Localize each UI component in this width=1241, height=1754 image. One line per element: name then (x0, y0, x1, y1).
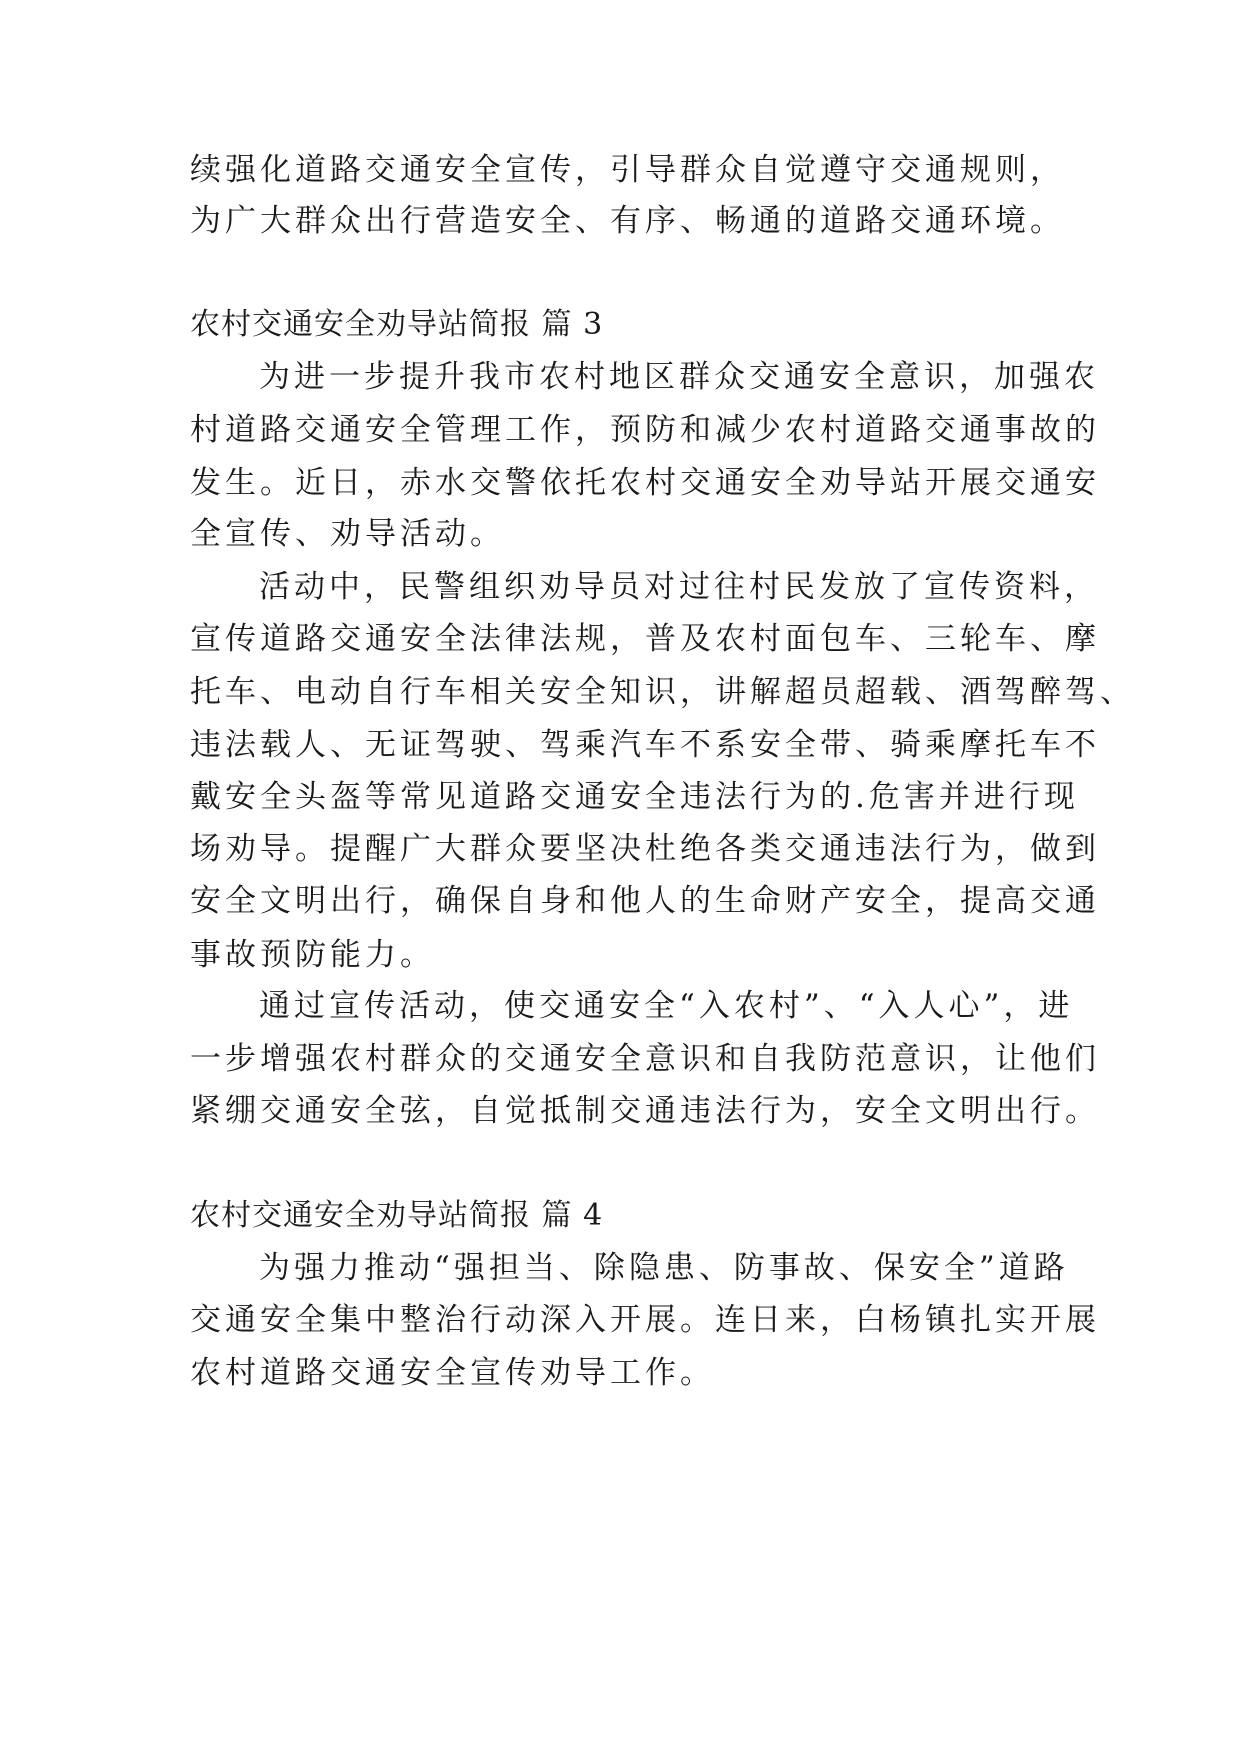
paragraph-line: 托车、电动自行车相关安全知识，讲解超员超载、酒驾醉驾、 (190, 674, 1135, 710)
paragraph-line: 事故预防能力。 (190, 937, 435, 973)
paragraph-line: 续强化道路交通安全宣传，引导群众自觉遵守交通规则， (190, 152, 1065, 188)
paragraph-line: 为进一步提升我市农村地区群众交通安全意识，加强农 (259, 359, 1099, 395)
paragraph-line: 通过宣传活动，使交通安全“入农村”、“入人心”，进 (259, 988, 1074, 1024)
paragraph-line: 活动中，民警组织劝导员对过往村民发放了宣传资料， (259, 569, 1099, 605)
paragraph-line: 一步增强农村群众的交通安全意识和自我防范意识，让他们 (190, 1041, 1100, 1077)
paragraph-line: 宣传道路交通安全法律法规，普及农村面包车、三轮车、摩 (190, 621, 1100, 657)
paragraph-line: 村道路交通安全管理工作，预防和减少农村道路交通事故的 (190, 412, 1100, 448)
paragraph-line: 发生。近日，赤水交警依托农村交通安全劝导站开展交通安 (190, 465, 1100, 501)
paragraph-line: 安全文明出行，确保自身和他人的生命财产安全，提高交通 (190, 883, 1100, 919)
section-heading: 农村交通安全劝导站简报 篇 4 (190, 1198, 604, 1233)
paragraph-line: 戴安全头盔等常见道路交通安全违法行为的.危害并进行现 (190, 779, 1079, 815)
paragraph-line: 为广大群众出行营造安全、有序、畅通的道路交通环境。 (190, 203, 1065, 239)
paragraph-line: 场劝导。提醒广大群众要坚决杜绝各类交通违法行为，做到 (190, 831, 1100, 867)
paragraph-line: 交通安全集中整治行动深入开展。连日来，白杨镇扎实开展 (190, 1302, 1100, 1338)
paragraph-line: 农村道路交通安全宣传劝导工作。 (190, 1355, 715, 1391)
paragraph-line: 紧绷交通安全弦，自觉抵制交通违法行为，安全文明出行。 (190, 1093, 1100, 1129)
paragraph-line: 违法载人、无证驾驶、驾乘汽车不系安全带、骑乘摩托车不 (190, 727, 1100, 763)
section-heading: 农村交通安全劝导站简报 篇 3 (190, 307, 604, 342)
paragraph-line: 全宣传、劝导活动。 (190, 516, 505, 552)
paragraph-line: 为强力推动“强担当、除隐患、防事故、保安全”道路 (259, 1250, 1069, 1286)
